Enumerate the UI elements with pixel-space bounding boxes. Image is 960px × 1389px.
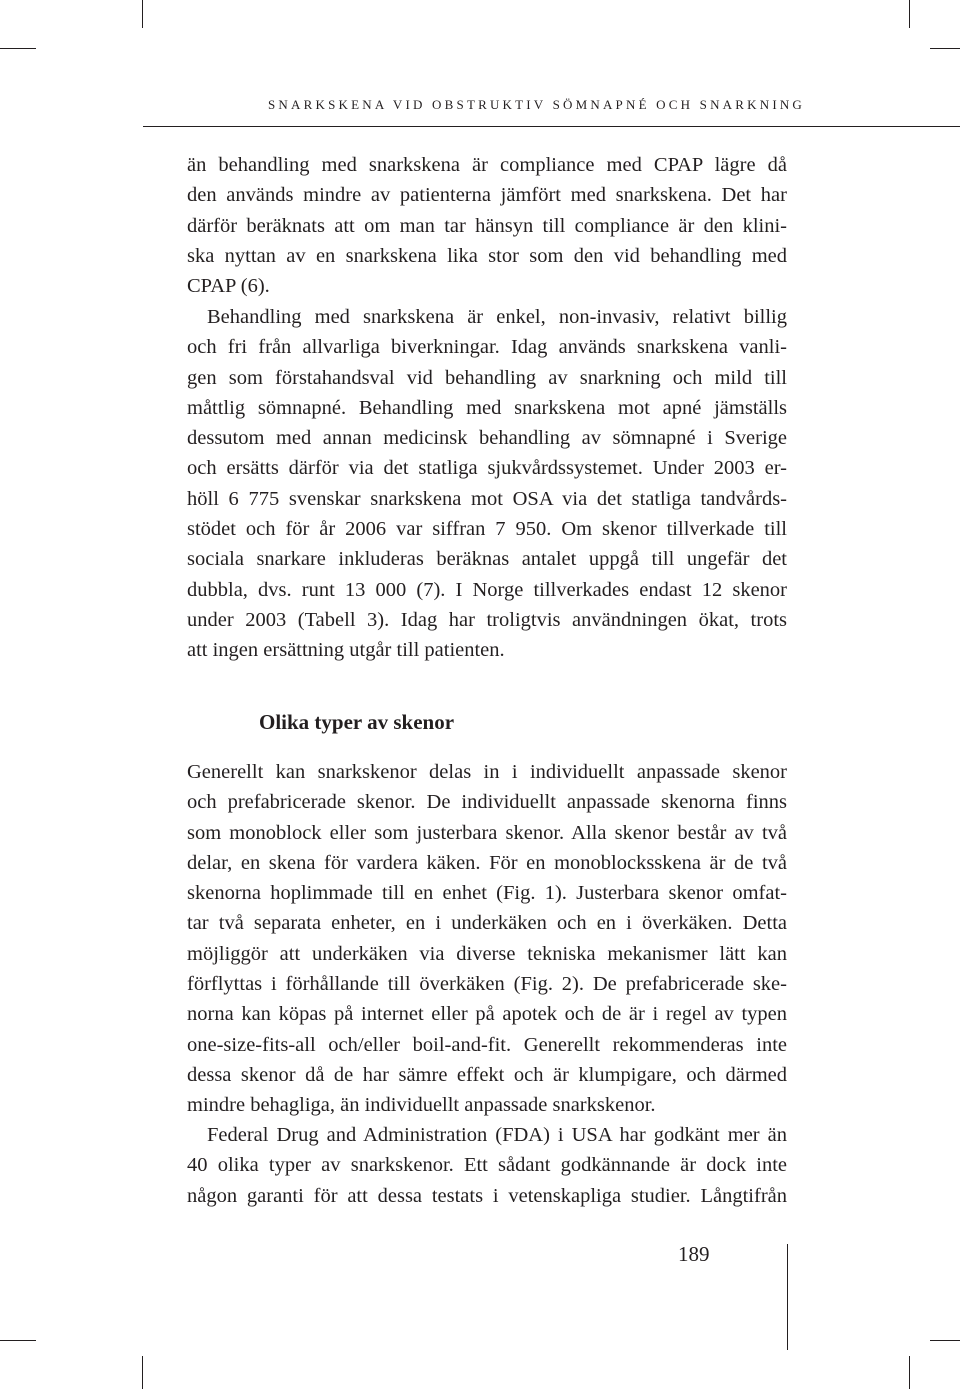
- text-line: än behandling med snarkskena är compliance med CPAP lägre då: [187, 154, 787, 176]
- text-line: Federal Drug and Administration (FDA) i USA har godkänt mer än: [207, 1124, 787, 1146]
- paragraph: [187, 1120, 787, 1211]
- text-line: tar två separata enheter, en i underkäken och en i överkäken. Detta: [187, 912, 787, 935]
- crop-mark: [909, 0, 910, 28]
- crop-mark: [142, 0, 143, 28]
- crop-mark: [909, 1356, 910, 1389]
- crop-mark: [142, 1356, 143, 1389]
- paragraph: [187, 150, 787, 301]
- text-line: Behandling med snarkskena är enkel, non-invasiv, relativt billig: [207, 306, 787, 328]
- section-heading: Olika typer av skenor: [259, 710, 455, 734]
- text-line: CPAP (6).: [187, 275, 270, 298]
- text-line: norna kan köpas på internet eller på apotek och de är i regel av typen: [187, 1003, 787, 1026]
- text-line: därför beräknats att om man tar hänsyn till compliance är den klini-: [187, 214, 787, 237]
- text-line: och ersätts därför via det statliga sjukvårdssystemet. Under 2003 er-: [187, 457, 787, 480]
- text-line: gen som förstahandsval vid behandling av snarkning och mild till: [187, 366, 787, 389]
- text-line: och prefabricerade skenor. De individuellt anpassade skenorna finns: [187, 791, 787, 814]
- text-line: måttlig sömnapné. Behandling med snarkskena mot apné jämställs: [187, 396, 787, 419]
- text-line: den används mindre av patienterna jämfört med snarkskena. Det har: [187, 184, 787, 207]
- text-line: skenorna hoplimmade till en enhet (Fig. 1). Justerbara skenor omfat-: [187, 882, 787, 905]
- text-line: möjliggör att underkäken via diverse tekniska mekanismer lätt kan: [187, 942, 787, 965]
- text-line: och fri från allvarliga biverkningar. Idag används snarkskena vanli-: [187, 336, 787, 359]
- text-line: dessa skenor då de har sämre effekt och är klumpigare, och därmed: [187, 1063, 787, 1086]
- text-line: att ingen ersättning utgår till patienten.: [187, 639, 505, 662]
- folio-rule: [787, 1244, 788, 1350]
- crop-mark: [0, 1340, 36, 1341]
- text-line: någon garanti för att dessa testats i vetenskapliga studier. Långtifrån: [187, 1184, 787, 1207]
- running-head: SNARKSKENA VID OBSTRUKTIV SÖMNAPNÉ OCH SNARKNING: [268, 97, 806, 112]
- text-line: mindre behagliga, än individuellt anpassade snarkskenor.: [187, 1094, 656, 1117]
- running-head-rule: [143, 126, 960, 127]
- text-line: som monoblock eller som justerbara skenor. Alla skenor består av två: [187, 821, 787, 844]
- crop-mark: [0, 48, 36, 49]
- text-line: delar, en skena för vardera käken. För en monoblocksskena är de två: [187, 851, 787, 874]
- paragraph: [187, 302, 787, 666]
- text-line: one-size-fits-all och/eller boil-and-fit. Generellt rekommenderas inte: [187, 1033, 787, 1056]
- text-line: dubbla, dvs. runt 13 000 (7). I Norge tillverkades endast 12 skenor: [187, 578, 787, 601]
- text-line: höll 6 775 svenskar snarkskena mot OSA via det statliga tandvårds-: [187, 487, 787, 510]
- text-line: stödet och för år 2006 var siffran 7 950. Om skenor tillverkade till: [187, 518, 787, 541]
- paragraph: [187, 757, 787, 1121]
- text-line: dessutom med annan medicinsk behandling av sömnapné i Sverige: [187, 427, 787, 450]
- text-line: ska nyttan av en snarkskena lika stor som den vid behandling med: [187, 244, 787, 267]
- text-line: under 2003 (Tabell 3). Idag har troligtvis användningen ökat, trots: [187, 608, 787, 631]
- text-line: sociala snarkare inkluderas beräknas antalet uppgå till ungefär det: [187, 548, 787, 571]
- text-line: Generellt kan snarkskenor delas in i individuellt anpassade skenor: [187, 761, 787, 783]
- text-line: 40 olika typer av snarkskenor. Ett sådant godkännande är dock inte: [187, 1154, 787, 1177]
- text-line: förflyttas i förhållande till överkäken (Fig. 2). De prefabricerade ske-: [187, 973, 787, 996]
- crop-mark: [930, 1340, 960, 1341]
- crop-mark: [930, 48, 960, 49]
- page-number: 189: [678, 1242, 710, 1266]
